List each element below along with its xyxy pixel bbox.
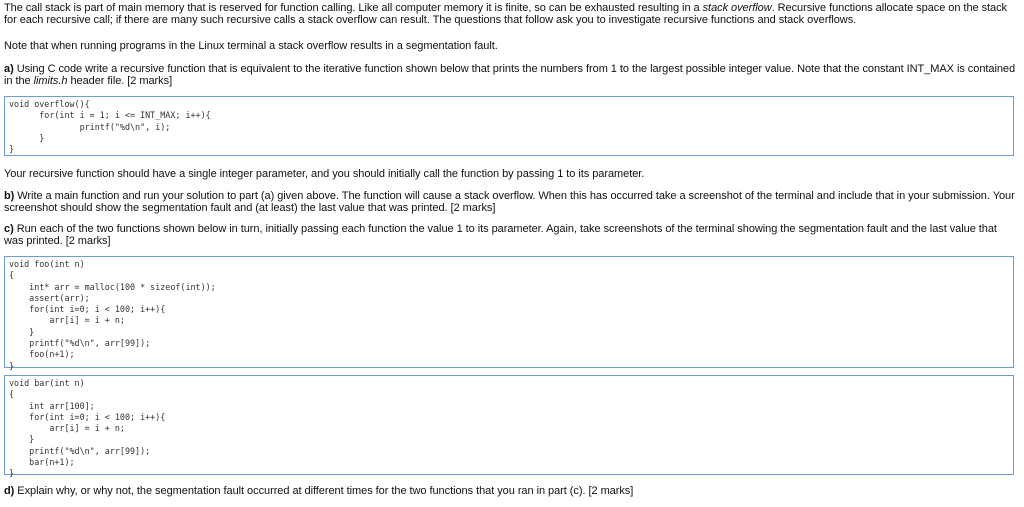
question-c [4, 223, 1016, 247]
note-paragraph: Note that when running programs in the Linux terminal a stack overflow results in a segmentation fault. [4, 40, 498, 52]
question-b-label: b) [4, 190, 15, 202]
intro-paragraph [4, 2, 1016, 26]
code-bar: void bar(int n) { int arr[100]; for(int i=0; i < 100; i++){ arr[i] = i + n; } printf("%d\n", arr[99]); bar(n+1); } [9, 378, 166, 479]
code-foo: void foo(int n) { int* arr = malloc(100 * sizeof(int)); assert(arr); for(int i=0; i < 100; i++){ arr[i] = i + n; } printf("%d\n", arr[99]); foo(n+1); } [9, 259, 216, 371]
code-overflow: void overflow(){ for(int i = 1; i <= INT_MAX; i++){ printf("%d\n", i); } } [9, 99, 211, 155]
code-block-overflow [4, 96, 1014, 156]
intro-text-start: The call stack is part of main memory that is reserved for function calling. Like all computer memory it is finite, so can be exhausted resulting in a [4, 2, 703, 14]
question-a [4, 63, 1016, 87]
question-d-text: Explain why, or why not, the segmentation fault occurred at different times for the two functions that you ran in part (c). [2 marks] [14, 485, 634, 497]
question-c-label: c) [4, 223, 14, 235]
question-a-text-end: header file. [2 marks] [67, 75, 173, 87]
code-block-bar [4, 375, 1014, 479]
question-b-text: Write a main function and run your solution to part (a) given above. The function will cause a stack overflow. When this has occurred take a screenshot of the terminal and include that in your submission. Your screenshot should show the segmentation fault and (at least) the last value that was printed. [2 marks] [4, 190, 1015, 214]
question-c-text: Run each of the two functions shown below in turn, initially passing each function the value 1 to its parameter. Again, take screenshots of the terminal showing the segmentation fault and the last value that was printed. [2 marks] [4, 223, 997, 247]
question-a-text-start: Using C code write a recursive function that is equivalent to the iterative function shown below that prints the numbers from 1 to the largest possible integer value. Note that the constant INT_MAX is contained in the [4, 63, 1016, 87]
question-a-emphasis: limits.h [33, 75, 68, 87]
question-d-label: d) [4, 485, 15, 497]
intro-text-end: . Recursive functions allocate space on the stack for each recursive call; if there are many such recursive calls a stack overflow can result. The questions that follow ask you to investigate recursive functions and stack overflows. [4, 2, 1008, 26]
question-d [4, 485, 1016, 497]
question-a-followup: Your recursive function should have a single integer parameter, and you should initially call the function by passing 1 to its parameter. [4, 168, 645, 180]
intro-emphasis: stack overflow [702, 2, 772, 14]
question-b [4, 190, 1016, 214]
question-a-label: a) [4, 63, 14, 75]
code-block-foo [4, 256, 1014, 371]
